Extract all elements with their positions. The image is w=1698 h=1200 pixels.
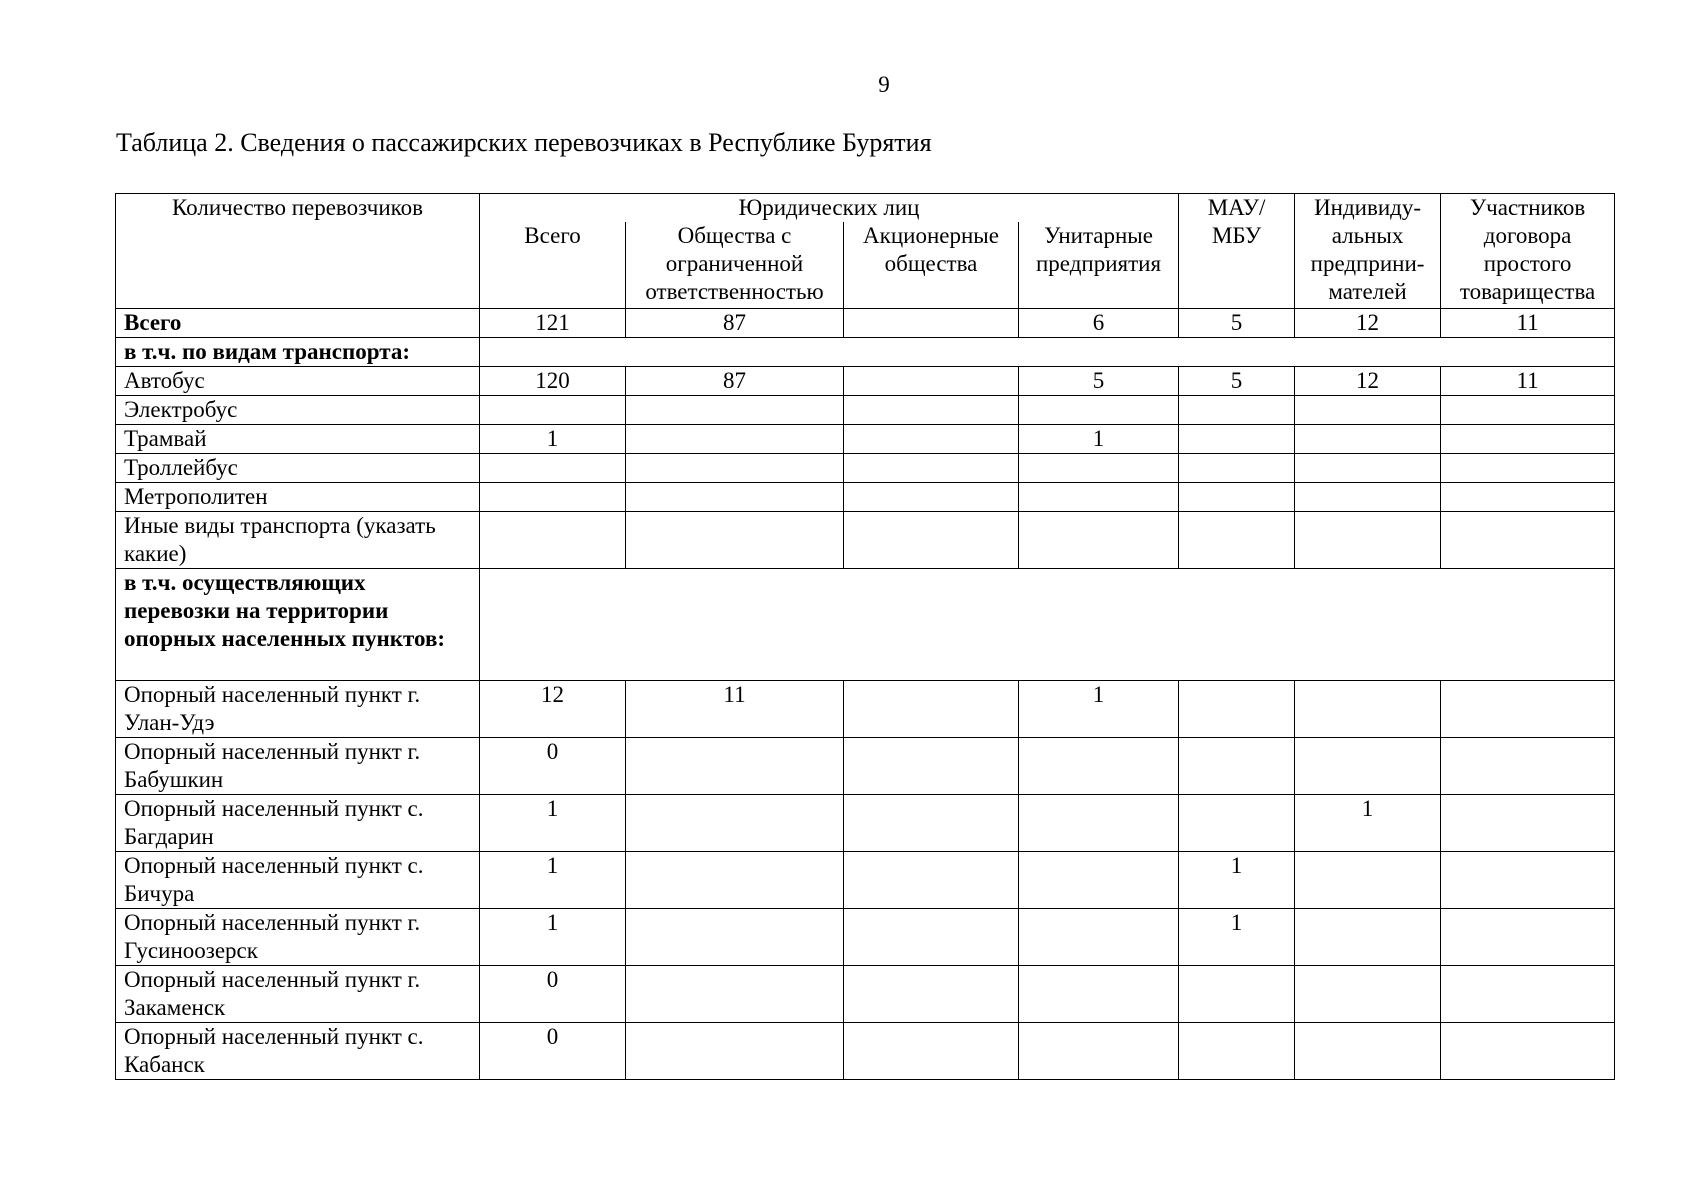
cell-llc — [626, 908, 844, 965]
cell-jsc — [844, 366, 1019, 395]
cell-total: 0 — [480, 965, 626, 1022]
cell-unitary — [1019, 737, 1179, 794]
header-mau-mbu: МАУ/ МБУ — [1179, 194, 1295, 309]
cell-llc — [626, 511, 844, 568]
cell-jsc — [844, 482, 1019, 511]
cell-mau — [1179, 965, 1295, 1022]
cell-unitary: 1 — [1019, 680, 1179, 737]
section-label: в т.ч. осуществляющих перевозки на территории опорных населенных пунктов: — [116, 568, 480, 680]
cell-jsc — [844, 794, 1019, 851]
cell-partnership — [1441, 511, 1615, 568]
cell-mau: 1 — [1179, 851, 1295, 908]
cell-llc — [626, 851, 844, 908]
cell-unitary: 1 — [1019, 424, 1179, 453]
row-label: Опорный населенный пункт с. Багдарин — [116, 794, 480, 851]
table-row — [116, 908, 1615, 965]
cell-partnership: 11 — [1441, 308, 1615, 337]
header-llc: Общества с ограниченной ответственностью — [626, 222, 844, 308]
header-legal-entities: Юридических лиц — [480, 194, 1179, 223]
cell-mau — [1179, 737, 1295, 794]
cell-jsc — [844, 908, 1019, 965]
row-label: Иные виды транспорта (указать какие) — [116, 511, 480, 568]
cell-individual — [1295, 482, 1441, 511]
cell-individual: 12 — [1295, 366, 1441, 395]
cell-total: 1 — [480, 908, 626, 965]
header-total: Всего — [480, 222, 626, 308]
cell-total: 120 — [480, 366, 626, 395]
cell-partnership — [1441, 908, 1615, 965]
row-label: Электробус — [116, 395, 480, 424]
section-label: в т.ч. по видам транспорта: — [116, 337, 480, 366]
cell-llc — [626, 965, 844, 1022]
cell-partnership — [1441, 680, 1615, 737]
cell-partnership — [1441, 424, 1615, 453]
cell-jsc — [844, 965, 1019, 1022]
section-blank — [480, 568, 1615, 680]
cell-partnership — [1441, 482, 1615, 511]
table-row — [116, 1022, 1615, 1079]
cell-mau — [1179, 424, 1295, 453]
cell-total — [480, 511, 626, 568]
table-row — [116, 308, 1615, 337]
cell-total: 121 — [480, 308, 626, 337]
cell-total: 0 — [480, 1022, 626, 1079]
table-row — [116, 680, 1615, 737]
cell-partnership — [1441, 794, 1615, 851]
cell-unitary — [1019, 908, 1179, 965]
cell-individual — [1295, 965, 1441, 1022]
table-row — [116, 366, 1615, 395]
cell-jsc — [844, 680, 1019, 737]
cell-unitary: 6 — [1019, 308, 1179, 337]
row-label: Всего — [116, 308, 480, 337]
row-label: Автобус — [116, 366, 480, 395]
section-blank — [480, 337, 1615, 366]
table-row — [116, 511, 1615, 568]
cell-unitary — [1019, 1022, 1179, 1079]
cell-llc — [626, 395, 844, 424]
cell-unitary: 5 — [1019, 366, 1179, 395]
cell-partnership: 11 — [1441, 366, 1615, 395]
table-row — [116, 851, 1615, 908]
cell-llc — [626, 1022, 844, 1079]
cell-individual — [1295, 737, 1441, 794]
cell-unitary — [1019, 965, 1179, 1022]
cell-unitary — [1019, 482, 1179, 511]
cell-total — [480, 482, 626, 511]
cell-unitary — [1019, 794, 1179, 851]
cell-partnership — [1441, 1022, 1615, 1079]
cell-unitary — [1019, 453, 1179, 482]
row-label: Метрополитен — [116, 482, 480, 511]
page-number: 9 — [878, 72, 890, 97]
cell-jsc — [844, 395, 1019, 424]
cell-individual — [1295, 1022, 1441, 1079]
cell-llc: 11 — [626, 680, 844, 737]
cell-llc — [626, 482, 844, 511]
cell-mau — [1179, 395, 1295, 424]
cell-total — [480, 453, 626, 482]
table-row — [116, 482, 1615, 511]
cell-mau — [1179, 482, 1295, 511]
cell-llc: 87 — [626, 366, 844, 395]
table-row — [116, 794, 1615, 851]
cell-jsc — [844, 453, 1019, 482]
table-row — [116, 453, 1615, 482]
cell-total: 1 — [480, 794, 626, 851]
cell-mau — [1179, 794, 1295, 851]
cell-partnership — [1441, 737, 1615, 794]
header-partnership: Участников договора простого товарищества — [1441, 194, 1615, 309]
cell-unitary — [1019, 395, 1179, 424]
row-label: Троллейбус — [116, 453, 480, 482]
cell-llc: 87 — [626, 308, 844, 337]
cell-mau: 5 — [1179, 308, 1295, 337]
row-label: Трамвай — [116, 424, 480, 453]
cell-jsc — [844, 737, 1019, 794]
cell-partnership — [1441, 395, 1615, 424]
cell-partnership — [1441, 965, 1615, 1022]
cell-total: 12 — [480, 680, 626, 737]
cell-mau: 5 — [1179, 366, 1295, 395]
cell-individual — [1295, 908, 1441, 965]
cell-individual — [1295, 424, 1441, 453]
table-title: Таблица 2. Сведения о пассажирских перевозчиках в Республике Бурятия — [116, 128, 932, 157]
cell-jsc — [844, 308, 1019, 337]
row-label: Опорный населенный пункт г. Гусиноозерск — [116, 908, 480, 965]
cell-individual — [1295, 395, 1441, 424]
table-row — [116, 395, 1615, 424]
cell-total — [480, 395, 626, 424]
cell-llc — [626, 737, 844, 794]
header-jsc: Акционерные общества — [844, 222, 1019, 308]
cell-total: 1 — [480, 851, 626, 908]
section-row — [116, 568, 1615, 680]
header-unitary: Унитарные предприятия — [1019, 222, 1179, 308]
cell-individual — [1295, 453, 1441, 482]
cell-mau — [1179, 453, 1295, 482]
cell-jsc — [844, 424, 1019, 453]
cell-mau — [1179, 680, 1295, 737]
header-individual: Индивиду-альных предприни-мателей — [1295, 194, 1441, 309]
cell-partnership — [1441, 851, 1615, 908]
cell-total: 0 — [480, 737, 626, 794]
section-row — [116, 337, 1615, 366]
cell-unitary — [1019, 851, 1179, 908]
table-row — [116, 965, 1615, 1022]
row-label: Опорный населенный пункт с. Бичура — [116, 851, 480, 908]
row-label: Опорный населенный пункт г. Закаменск — [116, 965, 480, 1022]
cell-individual: 1 — [1295, 794, 1441, 851]
cell-individual — [1295, 511, 1441, 568]
cell-llc — [626, 794, 844, 851]
cell-jsc — [844, 1022, 1019, 1079]
table-row — [116, 737, 1615, 794]
row-label: Опорный населенный пункт г. Бабушкин — [116, 737, 480, 794]
table-row — [116, 424, 1615, 453]
header-carrier-count: Количество перевозчиков — [116, 194, 480, 309]
cell-llc — [626, 424, 844, 453]
cell-individual: 12 — [1295, 308, 1441, 337]
cell-jsc — [844, 851, 1019, 908]
cell-partnership — [1441, 453, 1615, 482]
cell-mau: 1 — [1179, 908, 1295, 965]
header-row-1 — [116, 194, 1615, 223]
cell-mau — [1179, 511, 1295, 568]
cell-llc — [626, 453, 844, 482]
row-label: Опорный населенный пункт г. Улан-Удэ — [116, 680, 480, 737]
cell-individual — [1295, 680, 1441, 737]
cell-jsc — [844, 511, 1019, 568]
carriers-table — [115, 193, 1615, 1080]
row-label: Опорный населенный пункт с. Кабанск — [116, 1022, 480, 1079]
cell-mau — [1179, 1022, 1295, 1079]
cell-total: 1 — [480, 424, 626, 453]
cell-individual — [1295, 851, 1441, 908]
cell-unitary — [1019, 511, 1179, 568]
